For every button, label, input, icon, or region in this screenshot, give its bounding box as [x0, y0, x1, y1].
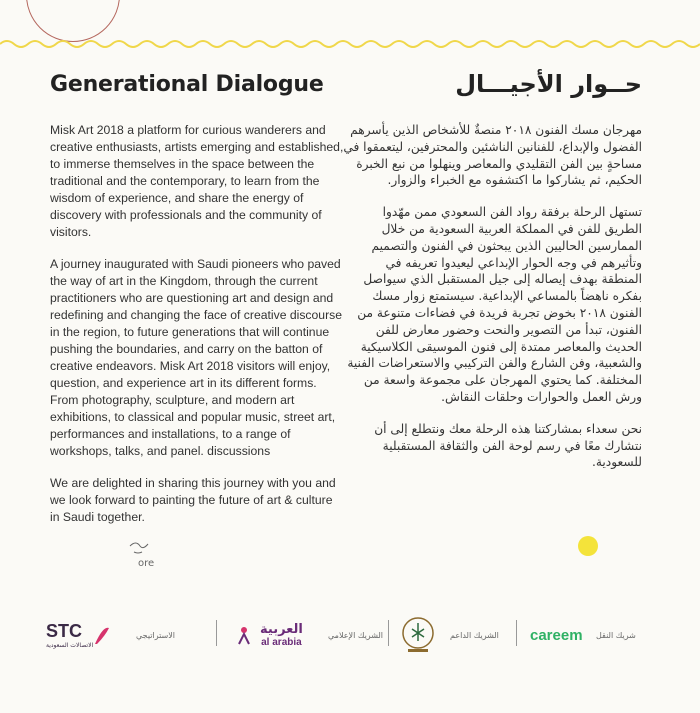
stc-logo [46, 612, 132, 658]
signature-text: ore [138, 558, 155, 569]
alarabia-name-ar: العربية [260, 622, 303, 637]
divider [388, 620, 389, 646]
paragraph-en-1: Misk Art 2018 a platform for curious wanderers and creative enthusiasts, artists emerging and established, to immerse themselves in the space between the traditional and the contemporary, to learn from the wisdom of experience, and share the energy of discovery with professionals and the community of visitors. [50, 123, 344, 239]
signature-scribble-icon [120, 530, 180, 570]
supporting-partner [450, 612, 499, 658]
page-title-ar: حــوار الأجيـــال [455, 70, 642, 98]
stc-swoosh-icon [93, 624, 111, 646]
paragraph-en-3: We are delighted in sharing this journey with you and we look forward to painting the future of art & culture in Saudi together. [50, 476, 336, 524]
yellow-dot [578, 536, 598, 556]
stc-name: STC [46, 621, 82, 641]
alarabia-logo [236, 612, 316, 658]
supporting-partner-emblem [400, 612, 436, 658]
supporting-partner-label: الشريك الداعم [450, 630, 499, 640]
media-partner [328, 612, 383, 658]
signature [120, 530, 180, 570]
paragraph-ar-2: تستهل الرحلة برفقة رواد الفن السعودي ممن مهّدوا الطريق للفن في المملكة العربية السعودية من خلال الممارسين الحاليين الذين يبحثون في الفنون والتصميم وتأثيرهم في وجه الحوار الإبداعي ليعيدوا تعريفه في المنطقة بهدف إيصاله إلى جيل المستقبل الذي سيواصل بفكره ناهضاً بالمساعي الإبداعية. سيستمتع زوار مسك الفنون ٢٠١٨ بخوض تجربة فريدة في فضاءات متنوعة من الفنون، تبدأ من التصوير والنحت وحضور معارض للفن الحديث والمعاصر ممتدة إلى فنون الموسيقى الكلاسيكية والشعبية، وفن الشارع والفن التركيبي والاستعراضات الفنية المختلفة. كما يحتوي المهرجان على مجموعة واسعة من ورش العمل والحوارات وحلقات النقاش. [347, 205, 642, 404]
decorative-wave-line [0, 36, 700, 52]
divider [216, 620, 217, 646]
paragraph-ar-1: مهرجان مسك الفنون ٢٠١٨ منصةٌ للأشخاص الذين يأسرهم الفضول والإبداع، للفنانين الناشئين والمحترفين، ليتعمقوا في مساحةٍ بين الفن التقليدي والمعاصر وينهلوا من نبع الخبرة الحكيم، ثم يشاركوا ما اكتشفوه مع الخبراء والزوار. [343, 123, 642, 188]
careem-name: careem [530, 626, 583, 644]
media-partner-label: الشريك الإعلامي [328, 630, 384, 640]
alarabia-name-en: al arabia [261, 637, 302, 648]
transport-partner-label: شريك النقل [596, 630, 636, 640]
english-body [50, 122, 345, 541]
divider [516, 620, 517, 646]
partners-footer [40, 612, 660, 658]
page-title-en: Generational Dialogue [50, 72, 324, 97]
strategic-partner [136, 612, 175, 658]
paragraph-en-2: A journey inaugurated with Saudi pioneers who paved the way of art in the Kingdom, through the current practitioners who are questioning art and design and redefining and changing the face of creative discourse in the region, to future generations that will continue pushing the boundaries, and carry on the batton of creative endeavors. Misk Art 2018 visitors will enjoy, question, and experience art in its different forms. From photography, sculpture, and modern art exhibitions, to classical and popular music, street art, performances and installations, to a range of workshops, talks, and panel. discussions [50, 257, 343, 458]
paragraph-ar-3: نحن سعداء بمشاركتنا هذه الرحلة معك ونتطلع إلى أن نتشارك معًا في رسم لوحة الفن والثقافة المستقبلية للسعودية. [374, 421, 642, 470]
arabic-body [342, 122, 642, 486]
transport-partner [596, 612, 636, 658]
strategic-partner-label: الاستراتيجي [136, 630, 176, 640]
emblem-icon [400, 615, 436, 655]
alarabia-figure-icon [236, 624, 256, 646]
stc-subtitle: الاتصالات السعودية [46, 642, 94, 649]
careem-logo [530, 612, 583, 658]
